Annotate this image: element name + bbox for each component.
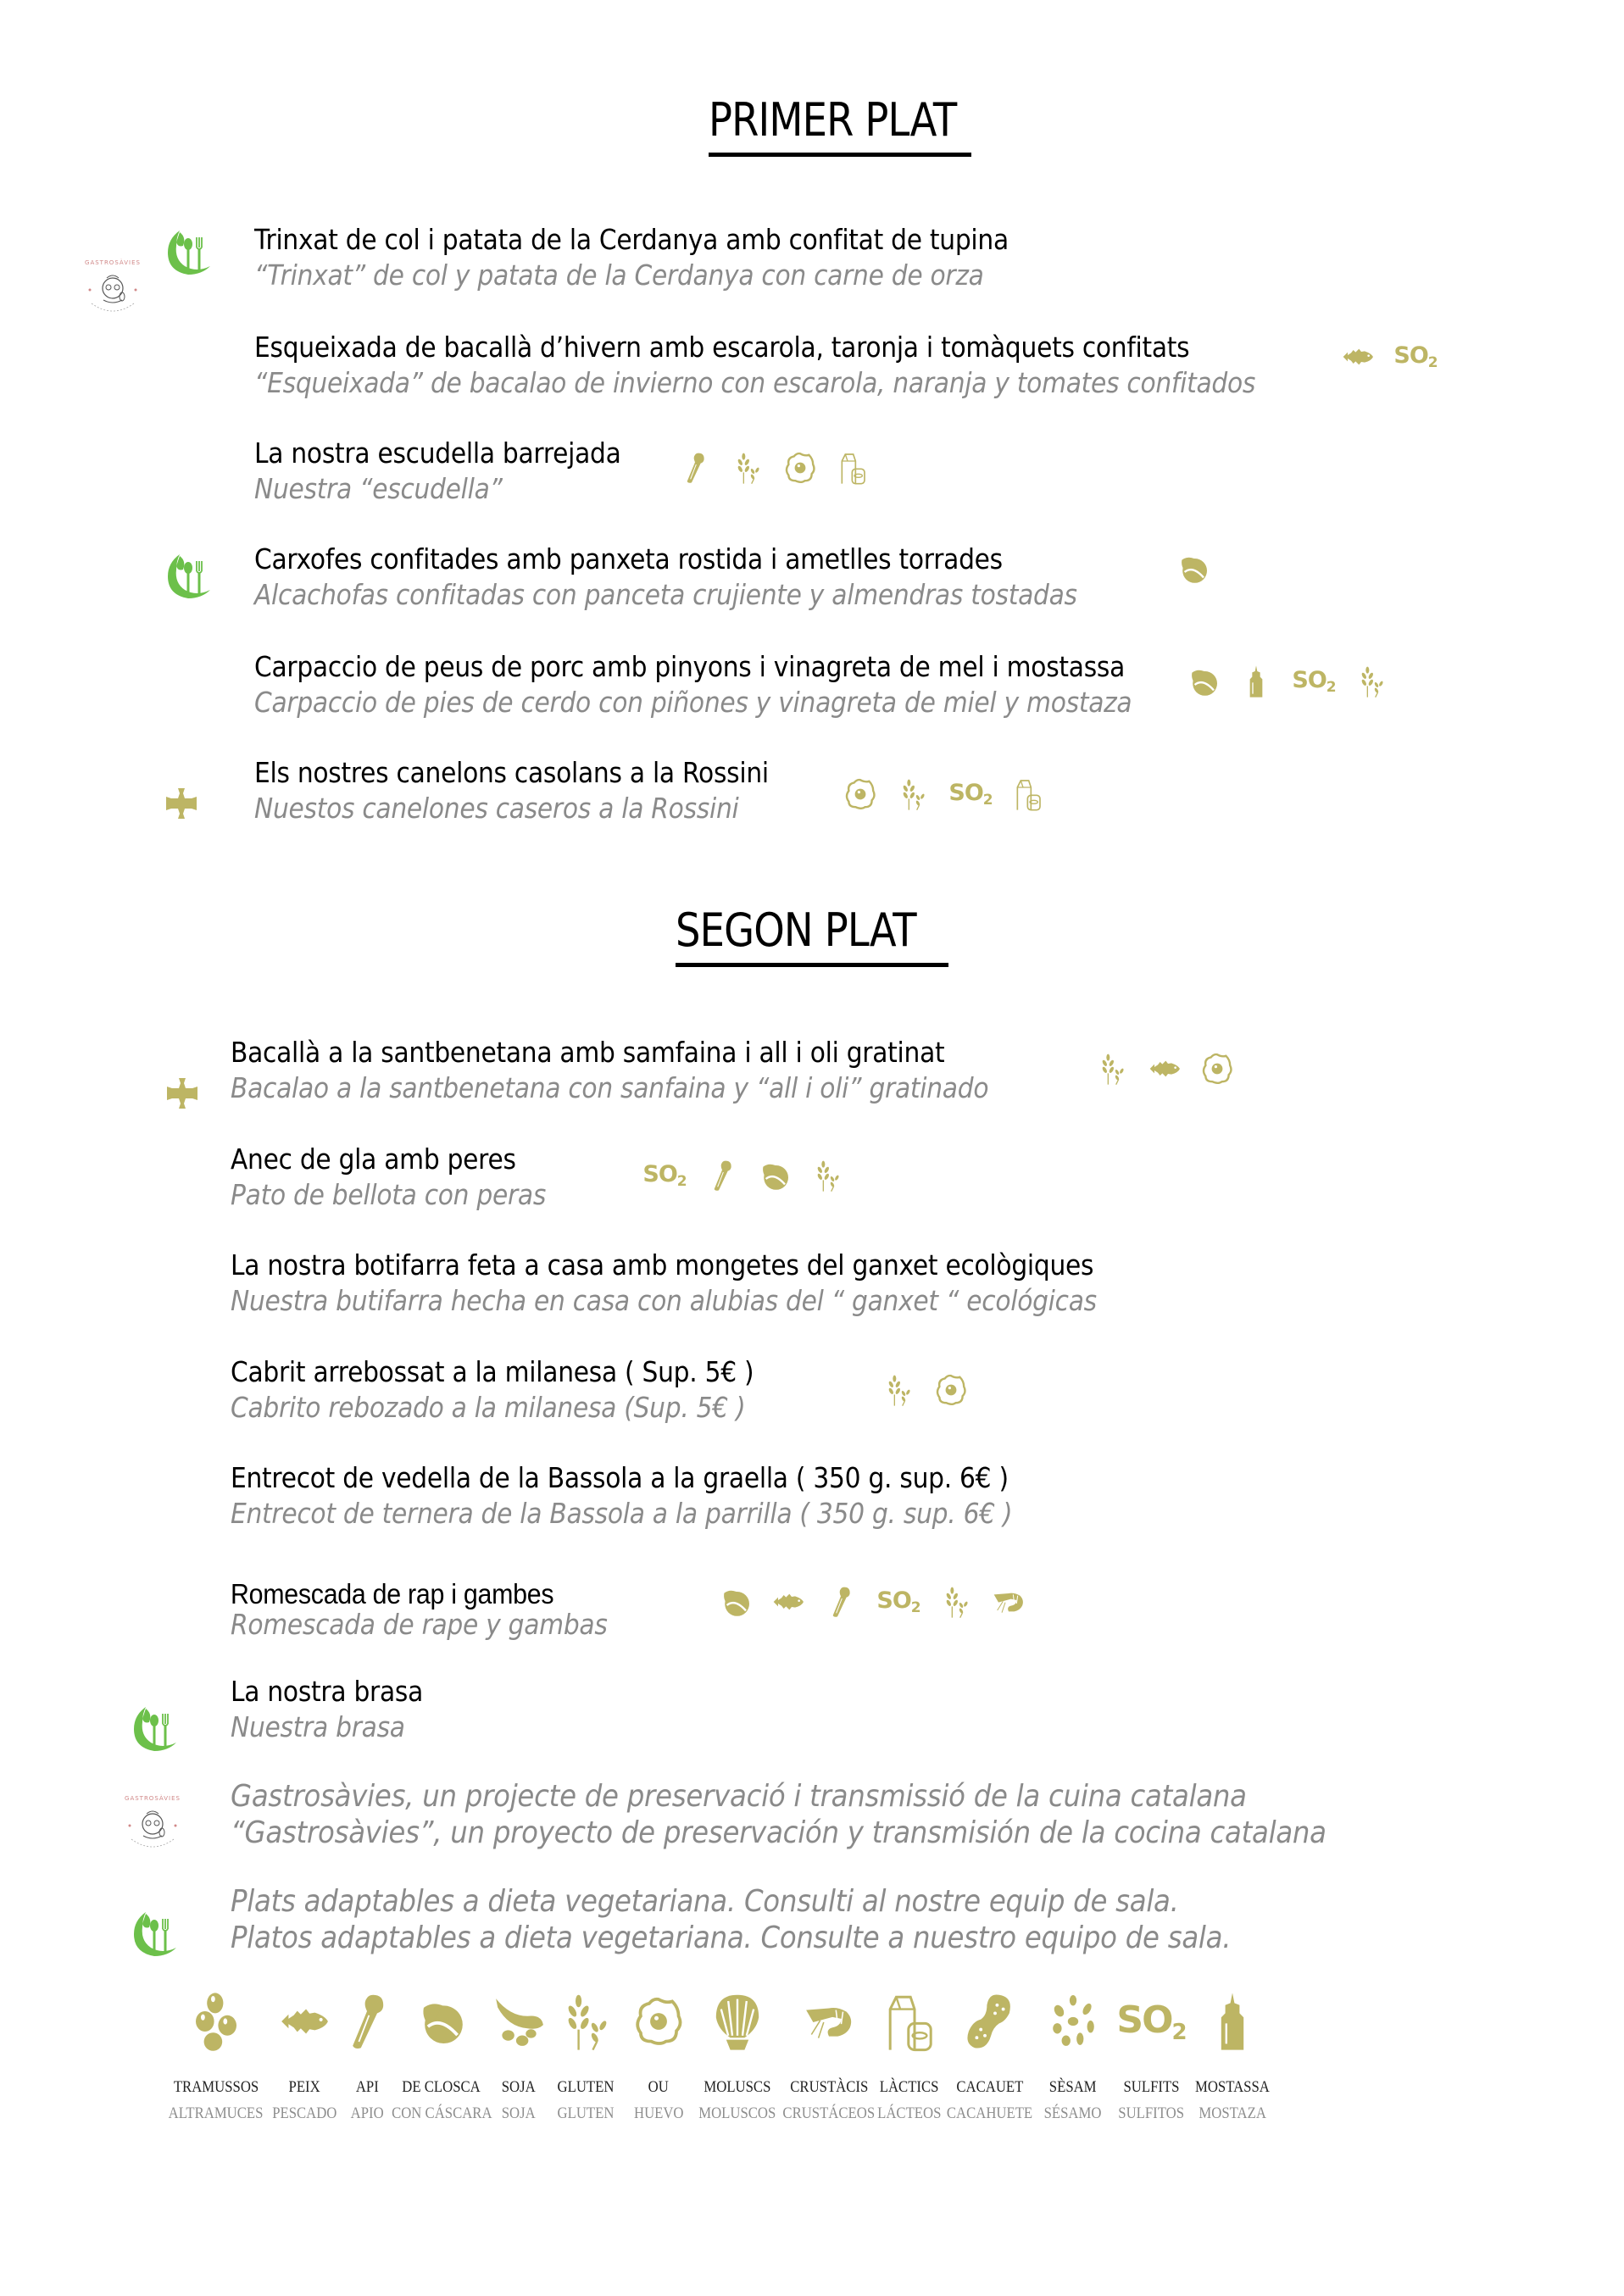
soy-icon: [492, 1983, 545, 2060]
legend-label-ca: TRAMUSSOS: [173, 2078, 259, 2096]
celery-icon: [705, 1159, 739, 1192]
egg-icon: [934, 1373, 968, 1407]
legend-label-es: SOJA: [502, 2104, 536, 2122]
allergen-icons: [642, 1159, 844, 1192]
gluten-icon: [939, 1585, 973, 1619]
legend-label-es: GLUTEN: [557, 2104, 615, 2122]
menu-item: [231, 1354, 812, 1426]
menu-item: [254, 649, 1229, 720]
dairy-icon: [836, 451, 870, 485]
gluten-icon: [1095, 1052, 1129, 1086]
nuts-icon: [719, 1585, 753, 1619]
legend-label-es: CON CÁSCARA: [391, 2104, 492, 2122]
legend-label-es: CRUSTÁCEOS: [782, 2104, 876, 2122]
fish-icon: [278, 1983, 331, 2060]
legend-label-ca: SULFITS: [1123, 2078, 1179, 2096]
mustard-icon: [1239, 664, 1273, 698]
legend-item-soy: [492, 1983, 546, 2123]
mustard-icon: [1206, 1983, 1259, 2060]
sulphites-icon: $SO_2$: [876, 1587, 920, 1616]
dish-name: Carpaccio de peus de porc amb pinyons i vinagreta de mel i mostassa: [254, 650, 1126, 683]
allergen-icons: [1341, 340, 1438, 374]
dish-name: La nostra escudella barrejada: [254, 436, 621, 470]
peanut-icon: [964, 1983, 1016, 2060]
dish-translation: Nuestra brasa: [231, 1710, 405, 1743]
dish-name: La nostra brasa: [231, 1675, 424, 1708]
egg-icon: [843, 777, 877, 811]
gluten-icon: [731, 451, 765, 485]
celery-icon: [678, 451, 712, 485]
dairy-icon: [1011, 777, 1045, 811]
lupin-icon: [190, 1983, 242, 2060]
dish-translation: Entrecot de ternera de la Bassola a la parrilla ( 350 g. sup. 6€ ): [231, 1497, 1013, 1530]
dish-name: Els nostres canelons casolans a la Rossini: [254, 756, 769, 789]
menu-item: [231, 1576, 649, 1643]
legend-label-ca: SOJA: [502, 2078, 536, 2096]
allergen-icons: [678, 451, 870, 485]
legend-item-nuts: [392, 1983, 492, 2123]
dish-translation: Alcachofas confitadas con panceta crujiente y almendras tostadas: [254, 578, 1077, 611]
vegetarian-icon: [129, 1704, 180, 1758]
note-vegetarian-es: Platos adaptables a dieta vegetariana. Consulte a nuestro equipo de sala.: [231, 1921, 1232, 1955]
svg-text:GASTROSÀVIES: GASTROSÀVIES: [85, 259, 141, 266]
egg-icon: [1200, 1052, 1234, 1086]
menu-item: [254, 330, 1366, 401]
dish-name: La nostra botifarra feta a casa amb mongetes del ganxet ecològiques: [231, 1248, 1094, 1281]
dish-name: Trinxat de col i patata de la Cerdanya amb confitat de tupina: [254, 223, 1009, 256]
legend-label-ca: SÈSAM: [1049, 2078, 1097, 2096]
dish-translation: Bacalao a la santbenetana con sanfaina y “all i oli” gratinado: [231, 1071, 989, 1104]
gluten-icon: [559, 1983, 612, 2060]
dish-name: Anec de gla amb peres: [231, 1142, 516, 1176]
legend-label-ca: MOSTASSA: [1195, 2078, 1270, 2096]
menu-item: [254, 755, 826, 826]
fish-icon: [1341, 340, 1375, 374]
dish-translation: Pato de bellota con peras: [231, 1178, 547, 1211]
allergen-icons: [882, 1373, 968, 1407]
sulphites-icon: $SO_2$: [1116, 1998, 1186, 2045]
dish-translation: Nuestra butifarra hecha en casa con alubias del “ ganxet “ ecológicas: [231, 1284, 1097, 1317]
legend-label-es: MOSTAZA: [1199, 2104, 1266, 2122]
dish-name: Bacallà a la santbenetana amb samfaina i all i oli gratinat: [231, 1036, 945, 1069]
legend-label-ca: PEIX: [288, 2078, 320, 2096]
legend-label-ca: API: [355, 2078, 379, 2096]
sulphites-icon: $SO_2$: [1393, 342, 1438, 371]
legend-item-celery: [342, 1983, 392, 2123]
legend-label-ca: CACAUET: [956, 2078, 1024, 2096]
vegetarian-icon: [163, 227, 214, 281]
vegetarian-icon: [129, 1909, 180, 1963]
legend-item-sulphites: [1110, 1983, 1192, 2123]
dish-translation: Cabrito rebozado a la milanesa (Sup. 5€ ): [231, 1391, 746, 1424]
legend-label-ca: GLUTEN: [557, 2078, 615, 2096]
egg-icon: [783, 451, 817, 485]
fish-icon: [771, 1585, 805, 1619]
dairy-icon: [883, 1983, 936, 2060]
legend-item-crustaceans: [783, 1983, 875, 2123]
legend-item-lupin: [166, 1983, 266, 2123]
legend-item-gluten: [546, 1983, 626, 2123]
gastrosavies-logo: [83, 253, 142, 324]
dish-name: Esqueixada de bacallà d’hivern amb escarola, taronja i tomàquets confitats: [254, 331, 1190, 364]
legend-item-peanut: [944, 1983, 1036, 2123]
menu-item: [231, 1460, 1099, 1532]
gluten-icon: [896, 777, 930, 811]
legend-label-es: ALTRAMUCES: [169, 2104, 264, 2122]
gluten-icon: [882, 1373, 915, 1407]
dish-translation: Nuestos canelones caseros a la Rossini: [254, 792, 739, 825]
menu-item: [231, 1248, 1193, 1319]
dish-translation: Carpaccio de pies de cerdo con piñones y vinagreta de miel y mostaza: [254, 686, 1132, 719]
legend-label-ca: DE CLOSCA: [402, 2078, 481, 2096]
egg-icon: [632, 1983, 685, 2060]
menu-item: [231, 1142, 581, 1213]
dish-name: Romescada de rap i gambes: [231, 1578, 554, 1609]
allergen-icons: [719, 1585, 1026, 1619]
legend-label-es: SÉSAMO: [1044, 2104, 1102, 2122]
gluten-icon: [1354, 664, 1388, 698]
dish-translation: Romescada de rape y gambas: [231, 1608, 608, 1641]
crustaceans-icon: [992, 1585, 1026, 1619]
nuts-icon: [415, 1983, 468, 2060]
molluscs-icon: [711, 1983, 764, 2060]
celery-icon: [824, 1585, 858, 1619]
legend-label-ca: MOLUSCS: [704, 2078, 771, 2096]
nuts-icon: [758, 1159, 792, 1192]
legend-label-ca: CRUSTÀCIS: [790, 2078, 868, 2096]
section-title-segon-plat: SEGON PLAT: [676, 903, 916, 957]
legend-label-es: HUEVO: [633, 2104, 684, 2122]
legend-item-fish: [266, 1983, 342, 2123]
nuts-icon: [1176, 552, 1210, 586]
legend-item-sesame: [1036, 1983, 1110, 2123]
allergen-icons: [1176, 552, 1210, 586]
vegetarian-icon: [163, 551, 214, 605]
legend-label-ca: LÀCTICS: [880, 2078, 939, 2096]
dish-translation: “Esqueixada” de bacalao de invierno con escarola, naranja y tomates confitados: [254, 366, 1256, 399]
legend-label-es: PESCADO: [271, 2104, 337, 2122]
legend-label-es: LÁCTEOS: [877, 2104, 942, 2122]
sesame-icon: [1047, 1983, 1099, 2060]
menu-item: [231, 1674, 444, 1745]
allergen-icons: [843, 777, 1045, 811]
gastrosavies-logo: [123, 1788, 182, 1860]
allergen-legend: [166, 1983, 1273, 2123]
sulphites-icon: $SO_2$: [642, 1161, 687, 1190]
legend-label-es: APIO: [350, 2104, 384, 2122]
menu-item: [231, 1035, 1073, 1106]
fish-icon: [1148, 1052, 1182, 1086]
dish-name: Entrecot de vedella de la Bassola a la graella ( 350 g. sup. 6€ ): [231, 1461, 1009, 1494]
section-title-underline: [676, 963, 948, 967]
note-gastrosavies-es: “Gastrosàvies”, un proyecto de preservación y transmisión de la cocina catalana: [231, 1815, 1326, 1850]
legend-label-es: SULFITOS: [1118, 2104, 1184, 2122]
section-title-primer-plat: PRIMER PLAT: [709, 93, 957, 147]
catalan-cross-icon: [164, 787, 198, 824]
menu-item: [254, 542, 1169, 613]
allergen-icons: [1187, 664, 1388, 698]
menu-item: [254, 222, 1093, 293]
legend-label-es: CACAHUETE: [947, 2104, 1033, 2122]
dish-translation: Nuestra “escudella”: [254, 472, 503, 505]
crustaceans-icon: [803, 1983, 855, 2060]
note-gastrosavies-ca: Gastrosàvies, un projecte de preservació i transmissió de la cuina catalana: [231, 1779, 1247, 1814]
dish-name: Carxofes confitades amb panxeta rostida i ametlles torrades: [254, 542, 1003, 575]
legend-item-molluscs: [692, 1983, 783, 2123]
dish-translation: “Trinxat” de col y patata de la Cerdanya con carne de orza: [254, 259, 984, 292]
legend-label-es: MOLUSCOS: [698, 2104, 776, 2122]
legend-item-dairy: [875, 1983, 944, 2123]
allergen-icons: [1095, 1052, 1234, 1086]
legend-item-egg: [626, 1983, 692, 2123]
celery-icon: [341, 1983, 393, 2060]
sulphites-icon: $SO_2$: [948, 780, 993, 809]
section-title-underline: [709, 153, 971, 157]
catalan-cross-icon: [165, 1076, 199, 1114]
sulphites-icon: $SO_2$: [1292, 667, 1336, 696]
note-vegetarian-ca: Plats adaptables a dieta vegetariana. Consulti al nostre equip de sala.: [231, 1884, 1179, 1919]
dish-name: Cabrit arrebossat a la milanesa ( Sup. 5€ ): [231, 1355, 754, 1388]
legend-item-mustard: [1192, 1983, 1273, 2123]
svg-text:GASTROSÀVIES: GASTROSÀVIES: [125, 1795, 181, 1802]
gluten-icon: [810, 1159, 844, 1192]
menu-item: [254, 436, 662, 507]
legend-label-ca: OU: [648, 2078, 670, 2096]
nuts-icon: [1187, 664, 1221, 698]
